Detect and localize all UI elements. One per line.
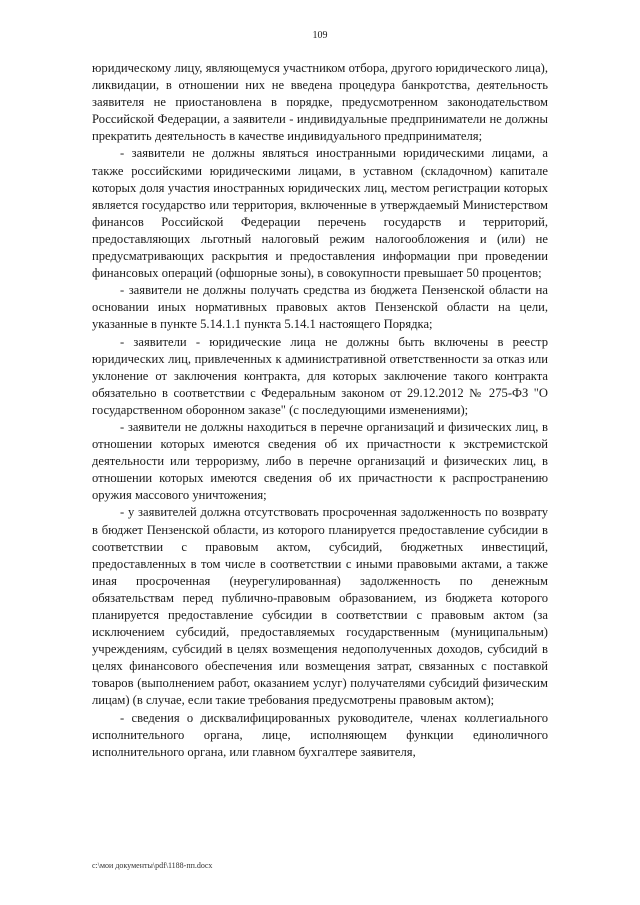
paragraph-1: юридическому лицу, являющемуся участником отбора, другого юридического лица), ликвидации, в отношении них не введена процедура банкротства, деятельность заявителя не приостановлена в порядке, предусмотренном законодательством Российской Федерации, а заявители - индивидуальные предприниматели не должны прекратить деятельность в качестве индивидуального предпринимателя;	[92, 61, 548, 144]
document-body	[92, 60, 548, 761]
paragraph-2: - заявители не должны являться иностранными юридическими лицами, а также российскими юридическими лицами, в уставном (складочном) капитале которых доля участия иностранных юридических лиц, местом регистрации которых является государство или территория, включенные в утверждаемый Министерством финансов Российской Федерации перечень государств и территорий, предоставляющих льготный налоговый режим налогообложения и (или) не предусматривающих раскрытия и предоставления информации при проведении финансовых операций (офшорные зоны), в совокупности превышает 50 процентов;	[92, 146, 548, 281]
footer-file-path: c:\мои документы\pdf\1188-пп.docx	[92, 861, 213, 870]
paragraph-7: - сведения о дисквалифицированных руководителе, членах коллегиального исполнительного органа, лице, исполняющем функции единоличного исполнительного органа, или главном бухгалтере заявителя,	[92, 710, 548, 759]
paragraph-3: - заявители не должны получать средства из бюджета Пензенской области на основании иных нормативных правовых актов Пензенской области на цели, указанные в пункте 5.14.1.1 пункта 5.14.1 настоящего Порядка;	[92, 283, 548, 332]
page-number: 109	[312, 30, 328, 41]
paragraph-4: - заявители - юридические лица не должны быть включены в реестр юридических лиц, привлеченных к административной ответственности за отказ или уклонение от заключения контракта, для которых заключение такого контракта обязательно в соответствии с Федеральным законом от 29.12.2012 № 275-ФЗ "О государственном оборонном заказе" (с последующими изменениями);	[92, 334, 548, 417]
paragraph-6: - у заявителей должна отсутствовать просроченная задолженность по возврату в бюджет Пензенской области, из которого планируется предоставление субсидии в соответствии с правовым актом, субсидий, бюджетных инвестиций, предоставленных в том числе в соответствии с иными правовыми актами, а также иная просроченная (неурегулированная) задолженность по денежным обязательствам перед публично-правовым образованием, из бюджета которого планируется предоставление субсидии в соответствии с правовым актом (за исключением субсидий, предоставляемых государственным (муниципальным) учреждениям, субсидий в целях возмещения недополученных доходов, субсидий в целях финансового обеспечения или возмещения затрат, связанных с поставкой товаров (выполнением работ, оказанием услуг) получателями субсидий физическим лицам) (в случае, если такие требования предусмотрены правовым актом);	[92, 505, 548, 708]
paragraph-5: - заявители не должны находиться в перечне организаций и физических лиц, в отношении которых имеются сведения об их причастности к экстремистской деятельности или терроризму, либо в перечне организаций и физических лиц, в отношении которых имеются сведения об их причастности к распространению оружия массового уничтожения;	[92, 419, 548, 503]
